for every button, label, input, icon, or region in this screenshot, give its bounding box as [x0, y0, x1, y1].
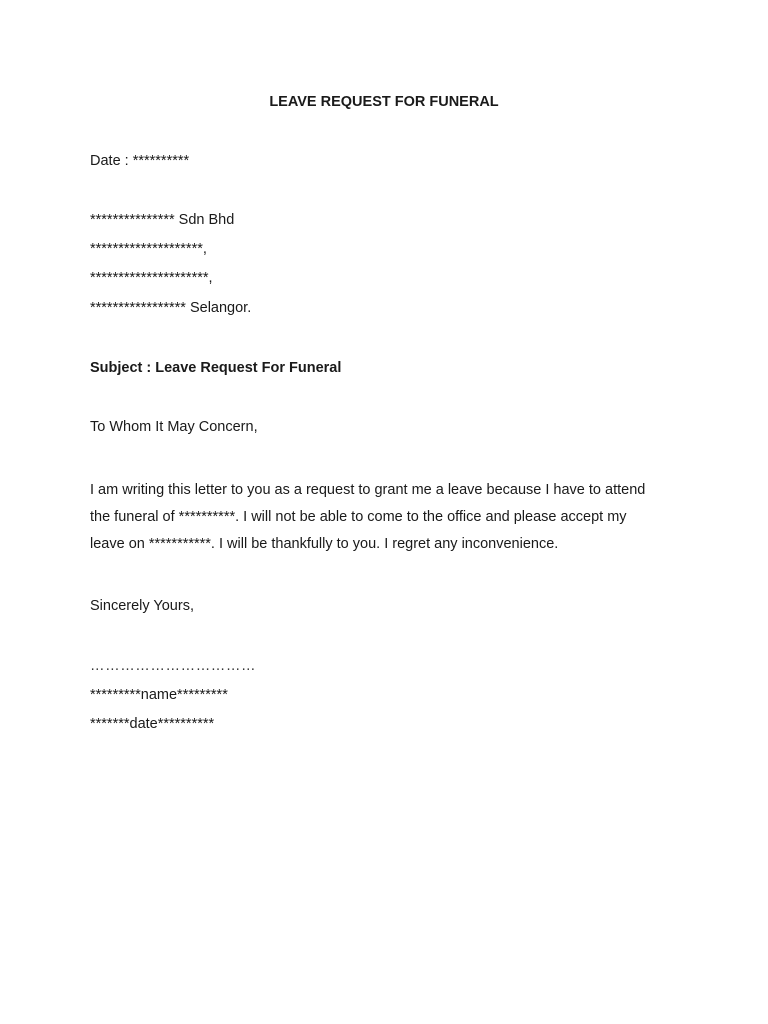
body-line-3: leave on ***********. I will be thankfully to you. I regret any inconvenience. — [90, 536, 559, 552]
body-paragraph — [90, 477, 680, 558]
address-line-3: *********************, — [90, 270, 213, 286]
closing: Sincerely Yours, — [90, 598, 194, 614]
name-placeholder: *********name********* — [90, 687, 228, 703]
document-title: LEAVE REQUEST FOR FUNERAL — [269, 94, 499, 110]
body-line-1: I am writing this letter to you as a request to grant me a leave because I have to attend — [90, 482, 646, 498]
signature-line: …………………………… — [90, 658, 257, 674]
subject-line: Subject : Leave Request For Funeral — [90, 360, 342, 376]
body-line-2: the funeral of **********. I will not be able to come to the office and please accept my — [90, 509, 627, 525]
date-placeholder: *******date********** — [90, 716, 215, 732]
salutation: To Whom It May Concern, — [90, 419, 258, 435]
address-line-1: *************** Sdn Bhd — [90, 212, 235, 228]
address-line-4: ***************** Selangor. — [90, 300, 252, 316]
date-line: Date : ********** — [90, 153, 190, 169]
address-line-2: ********************, — [90, 241, 207, 257]
